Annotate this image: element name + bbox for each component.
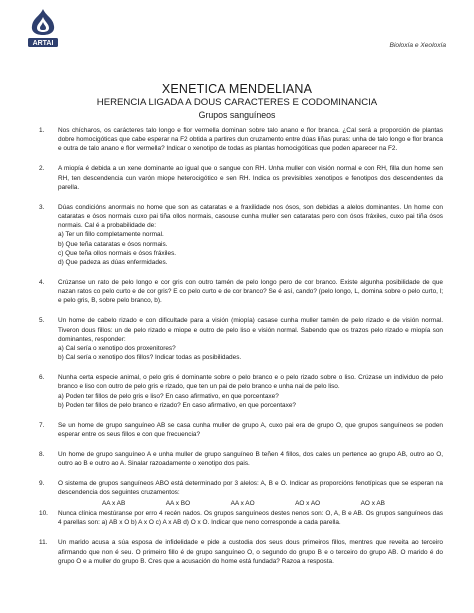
question-item — [39, 278, 443, 306]
logo-text: ARTAI — [32, 40, 54, 47]
question-number: 10. — [39, 510, 48, 518]
question-text: A miopía é debida a un xene dominante ao igual que o sangue con RH. Unha muller con visión normal e con RH, filla dun home sen RH, ten descendencia cun varón miope heterocigótico e sen RH. Indica os previsibles xenotipos e fenotipos dos descendentes da parella. — [58, 165, 443, 191]
question-item — [39, 538, 443, 566]
question-item — [39, 164, 443, 192]
sub-item: a) Poden ter fillos de pelo gris e liso? En caso afirmativo, en que porcentaxe? — [58, 392, 279, 400]
question-text: Un marido acusa a súa esposa de infidelidade e pide a custodia dos seus dous primeiros fillos, mentres que reveita ao terceiro afirmando que non é seu. O primeiro fillo é de grupo sanguíneo O, o segundo do grupo B e o terceiro do grupo AB. O marido é do grupo O e a muller do grupo B. Cres que a acusación do home está fundada? Razoa a resposta. — [58, 539, 443, 565]
sub-item: d) Que padeza as dúas enfermidades. — [58, 259, 168, 267]
question-text: Nos chícharos, os carácteres talo longo e flor vermella dominan sobre talo anano e flor branca. ¿Cal será a proporción de plantas dobre homocigóticas que cabe esperar na F2 obtida a partires dun cruzamento entre dúas liñas puras: unha de talo longo e flor branca e outra de talo anano e flor vermella? Indicar o xenotipo de todas as plantas homocigóticas que poden aparecer na F2. — [58, 127, 443, 153]
question-number: 6. — [39, 374, 45, 382]
cross-item: AA x BO — [165, 499, 191, 507]
question-item — [39, 316, 443, 362]
question-number: 3. — [39, 203, 45, 211]
question-text: Nunha certa especie animal, o pelo gris é dominante sobre o pelo branco e o pelo rizado sobre o liso. Crúzase un individuo de pelo branco e liso con outro de pelo gris e rizado, que ten un pai de pelo branco e unha nai de pelo liso. — [58, 374, 443, 391]
question-item — [39, 421, 443, 439]
question-item — [39, 126, 443, 154]
question-text: Crúzanse un rato de pelo longo e cor gris con outro tamén de pelo longo pero de cor branco. Existe algunha posibilidade de que nazan ratos co pelo curto e de cor gris? E co pelo curto e de cor branco? Se é así, cando? (pelo longo, L, domina sobre o pelo curto, l; e pelo gris, B, sobre pelo branco, b). — [58, 279, 443, 305]
question-text: Nunca clínica mestúranse por erro 4 recén nados. Os grupos sanguíneos destes nenos son: O, A, B e AB. Os grupos sanguíneos das 4 parellas son: a) AB x O b) A x O c) A x AB d) O x O. Indicar que neno corresponde a cada parella. — [58, 510, 443, 527]
sub-item: b) Poden ter fillos de pelo branco e rizado? En caso afirmativo, en que porcentaxe? — [58, 401, 296, 409]
question-item — [39, 509, 443, 527]
sub-item: a) Ter un fillo completamente normal. — [58, 231, 164, 239]
cross-item: AO x AB — [360, 499, 385, 507]
question-number: 8. — [39, 451, 45, 459]
question-item — [39, 450, 443, 468]
cross-list — [58, 499, 443, 508]
question-number: 7. — [39, 421, 45, 429]
subject-label: Bioloxía e Xeoloxía — [389, 42, 446, 49]
question-item — [39, 203, 443, 267]
question-text: Un home de grupo sanguíneo A e unha muller de grupo sanguíneo B teñen 4 fillos, dos cales un pertence ao grupo AB, outro ao O, outro ao B e outro ao A. Sinalar razoadamente o xenotipo dos pais. — [58, 451, 443, 468]
cross-item: AO x AO — [295, 499, 321, 507]
question-text: Se un home de grupo sanguíneo AB se casa cunha muller de grupo A, cuxo pai era de grupo O, que grupos sanguíneos se poden esperar entre os seus fillos e con que frecuencia? — [58, 421, 443, 439]
question-item — [39, 373, 443, 410]
sub-item: a) Cal sería o xenotipo dos proxenitores? — [58, 345, 176, 353]
cross-item: AA x AO — [230, 499, 255, 507]
question-number: 1. — [39, 127, 45, 134]
question-list — [39, 126, 443, 577]
question-number: 4. — [39, 279, 45, 287]
question-text: Un home de cabelo rizado e con dificultade para a visión (miopía) casase cunha muller tamén de pelo rizado e de visión normal. Tiveron dous fillos: un de pelo rizado e miope e outro de pelo liso e visión normal. Sabendo que os trazos pelo rizado e miopía son dominantes, responder: — [58, 317, 443, 343]
cross-item: AA x AB — [102, 499, 126, 507]
sub-item: b) Que teña cataratas e ósos normais. — [58, 240, 168, 248]
document-topic: Grupos sanguíneos — [198, 110, 276, 120]
sub-item: c) Que teña ollos normais e ósos fráxiles. — [58, 249, 177, 257]
document-subtitle: HERENCIA LIGADA A DOUS CARACTERES E CODOMINANCIA — [96, 97, 378, 108]
question-number: 11. — [39, 539, 48, 547]
document-title: XENETICA MENDELIANA — [161, 82, 313, 96]
question-number: 5. — [39, 317, 45, 325]
question-text: Dúas condicións anormais no home que son as cataratas e a fraxilidade nos ósos, son debidas a alelos dominantes. Un home con cataratas e ósos normais cuxo pai tiña ollos normais, casouse cunha muller sen cataratas pero con ósos fráxiles, cuxo pai tiña ósos normais. Cal é a probabilidade de: — [58, 203, 443, 230]
question-number: 9. — [39, 480, 45, 488]
question-item — [39, 479, 443, 508]
sub-item: b) Cal sería o xenotipo dos fillos? Indicar todas as posibilidades. — [58, 354, 242, 362]
question-text: O sistema de grupos sanguíneos ABO está determinado por 3 alelos: A, B e O. Indicar as proporcións fenotípicas que se esperan na descendencia dos seguintes cruzamentos: — [58, 480, 443, 497]
artai-logo — [26, 8, 60, 52]
question-number: 2. — [39, 165, 45, 173]
